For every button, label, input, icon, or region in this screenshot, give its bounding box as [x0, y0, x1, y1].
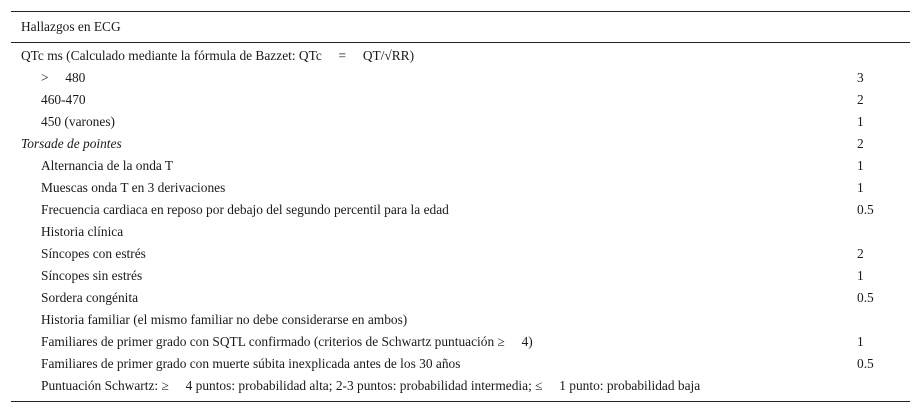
- row-score: 2: [857, 136, 864, 151]
- row-score: 1: [857, 114, 864, 129]
- table-row: [11, 309, 910, 331]
- row-label: Síncopes con estrés: [41, 246, 146, 261]
- table-row: [11, 331, 910, 353]
- row-label: Alternancia de la onda T: [41, 158, 174, 173]
- row-score: 1: [857, 334, 864, 349]
- schwartz-criteria-table: [11, 11, 910, 402]
- table-row: [11, 221, 910, 243]
- row-score: 2: [857, 92, 864, 107]
- row-label: 460-470: [41, 92, 86, 107]
- table-body: [11, 43, 910, 401]
- table-row: [11, 133, 910, 155]
- row-score: 2: [857, 246, 864, 261]
- table-row: [11, 89, 910, 111]
- row-label: Familiares de primer grado con SQTL confirmado (criterios de Schwartz puntuación ≥ 4): [41, 334, 533, 349]
- row-label: Familiares de primer grado con muerte súbita inexplicada antes de los 30 años: [41, 356, 461, 371]
- table-row: [11, 353, 910, 375]
- table-row: [11, 199, 910, 221]
- row-score: 0.5: [857, 356, 874, 371]
- row-score: 1: [857, 158, 864, 173]
- row-label: Muescas onda T en 3 derivaciones: [41, 180, 226, 195]
- row-score: 3: [857, 70, 864, 85]
- row-label: Puntuación Schwartz: ≥ 4 puntos: probabilidad alta; 2-3 puntos: probabilidad intermedia; ≤ 1 punto: probabilidad baja: [41, 378, 701, 393]
- table-row: [11, 45, 910, 67]
- table-row: [11, 287, 910, 309]
- row-label: Frecuencia cardiaca en reposo por debajo del segundo percentil para la edad: [41, 202, 449, 217]
- table-row: [11, 111, 910, 133]
- row-score: 1: [857, 268, 864, 283]
- row-label: Sordera congénita: [41, 290, 139, 305]
- table-row: [11, 243, 910, 265]
- table-row: [11, 177, 910, 199]
- row-label: Historia familiar (el mismo familiar no debe considerarse en ambos): [41, 312, 408, 327]
- table-header-label: Hallazgos en ECG: [21, 19, 121, 34]
- row-label: QTc ms (Calculado mediante la fórmula de Bazzet: QTc = QT/√RR): [21, 48, 415, 63]
- table-row: [11, 155, 910, 177]
- row-label: Historia clínica: [41, 224, 124, 239]
- table-header: [11, 12, 910, 43]
- row-score: 1: [857, 180, 864, 195]
- row-label: 450 (varones): [41, 114, 115, 129]
- row-score: 0.5: [857, 202, 874, 217]
- row-label: > 480: [41, 70, 86, 85]
- row-label: Síncopes sin estrés: [41, 268, 143, 283]
- row-score: 0.5: [857, 290, 874, 305]
- table-row: [11, 375, 910, 397]
- table-row: [11, 67, 910, 89]
- row-label: Torsade de pointes: [21, 136, 122, 151]
- table-row: [11, 265, 910, 287]
